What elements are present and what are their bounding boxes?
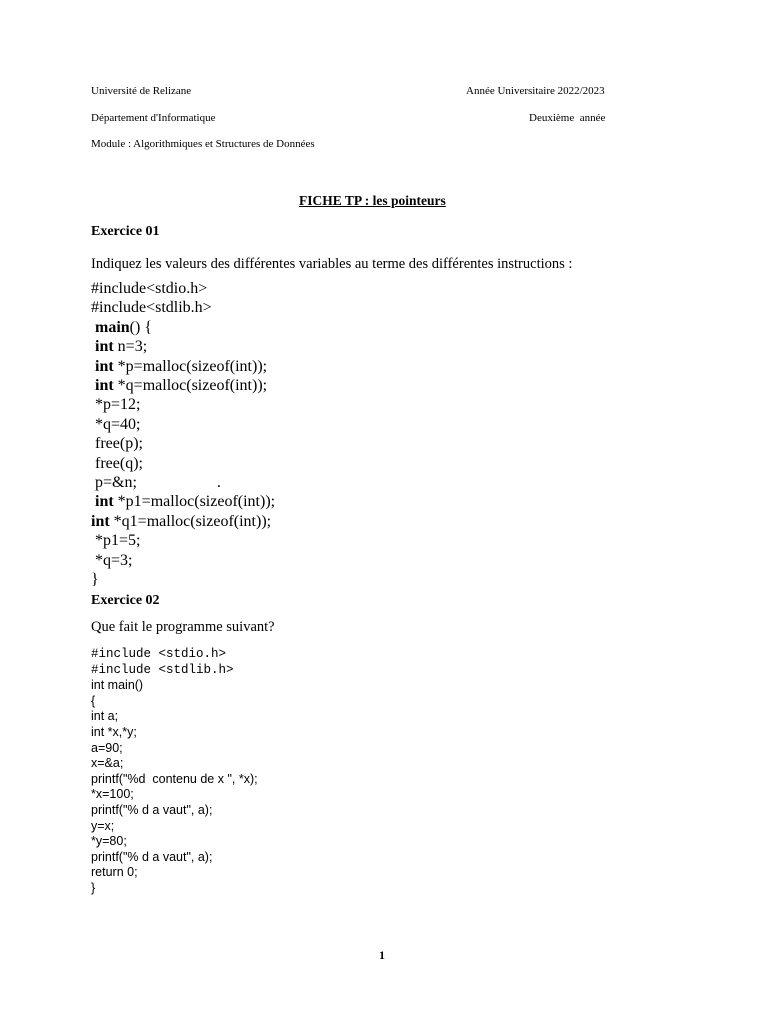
code-line: return 0; [91, 865, 138, 880]
code-line [91, 376, 275, 395]
code-line [91, 357, 275, 376]
exercise-2-code [91, 647, 258, 897]
code-line [91, 434, 275, 453]
page-title: FICHE TP : les pointeurs [299, 193, 446, 208]
code-line: { [91, 693, 96, 708]
code-text: free(p); [91, 435, 143, 453]
academic-year: Année Universitaire 2022/2023 [466, 85, 605, 97]
code-line: int a; [91, 709, 119, 724]
code-line: a=90; [91, 740, 123, 755]
code-text: *q=40; [91, 415, 141, 433]
code-keyword: int [91, 357, 114, 375]
code-line: } [91, 880, 96, 895]
code-line: printf("%d contenu de x ", *x); [91, 771, 258, 786]
code-text: *p=12; [91, 396, 141, 414]
exercise-2-prompt: Que fait le programme suivant? [91, 619, 275, 635]
code-text: *p1=malloc(sizeof(int)); [113, 493, 276, 511]
code-keyword: int [91, 512, 110, 530]
code-line [91, 473, 275, 492]
exercise-1-heading: Exercice 01 [91, 224, 160, 239]
page-number: 1 [379, 948, 385, 962]
code-line [91, 395, 275, 414]
code-line [91, 531, 275, 550]
exercise-1-prompt: Indiquez les valeurs des différentes variables au terme des différentes instructions : [91, 256, 573, 272]
code-text: *q1=malloc(sizeof(int)); [109, 512, 272, 530]
code-keyword: int [91, 493, 114, 511]
code-line: *x=100; [91, 787, 134, 802]
code-line: #include <stdlib.h> [91, 662, 234, 677]
code-line [91, 298, 275, 317]
code-keyword: int [91, 338, 114, 356]
code-line [91, 279, 275, 298]
code-text: free(q); [91, 454, 143, 472]
study-level: Deuxième année [529, 112, 606, 124]
code-text: n=3; [113, 338, 148, 356]
code-line: y=x; [91, 818, 115, 833]
code-line [91, 492, 275, 511]
code-line: *y=80; [91, 834, 127, 849]
code-line: int main() [91, 678, 144, 693]
code-line [91, 551, 275, 570]
code-text: *q=malloc(sizeof(int)); [113, 377, 268, 395]
department-name: Département d'Informatique [91, 112, 216, 124]
code-text: #include<stdio.h> [91, 280, 208, 297]
code-keyword: main [91, 318, 130, 336]
code-line [91, 415, 275, 434]
code-text: #include<stdlib.h> [91, 299, 212, 317]
code-text: *p=malloc(sizeof(int)); [113, 357, 268, 375]
code-line [91, 512, 275, 531]
code-line [91, 454, 275, 473]
code-line [91, 318, 275, 337]
code-text: p=&n; . [91, 474, 221, 492]
code-line: printf("% d a vaut", a); [91, 849, 213, 864]
code-line: printf("% d a vaut", a); [91, 802, 213, 817]
code-text: () { [129, 318, 153, 336]
code-line [91, 337, 275, 356]
code-text: *p1=5; [91, 532, 141, 550]
code-line: x=&a; [91, 756, 124, 771]
module-name: Module : Algorithmiques et Structures de Données [91, 138, 315, 150]
code-text: *q=3; [91, 551, 133, 569]
code-line: int *x,*y; [91, 724, 137, 739]
code-keyword: int [91, 377, 114, 395]
code-line: #include <stdio.h> [91, 647, 227, 661]
exercise-2-heading: Exercice 02 [91, 593, 160, 608]
university-name: Université de Relizane [91, 85, 192, 97]
code-text: } [91, 571, 99, 589]
code-line [91, 570, 275, 589]
exercise-1-code [91, 279, 275, 590]
